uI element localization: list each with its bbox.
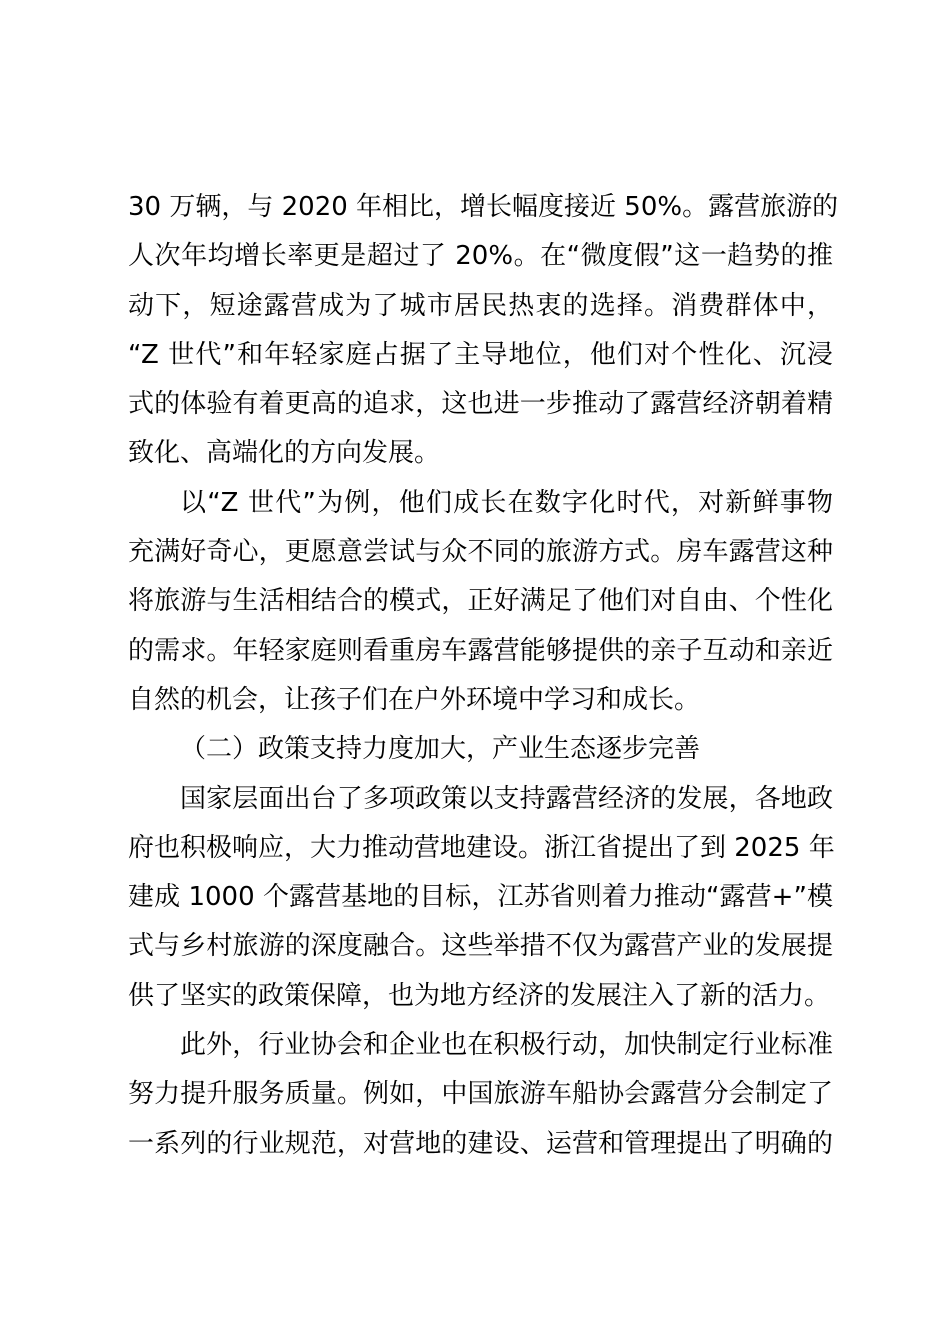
text-line: 的需求。年轻家庭则看重房车露营能够提供的亲子互动和亲近 xyxy=(128,635,833,666)
text-line: 式的体验有着更高的追求，这也进一步推动了露营经济朝着精 xyxy=(128,389,833,420)
text-line: 国家层面出台了多项政策以支持露营经济的发展，各地政 xyxy=(180,783,833,814)
heading-line: （二）政策支持力度加大，产业生态逐步完善 xyxy=(180,734,701,765)
text-line: 建成 1000 个露营基地的目标，江苏省则着力推动“露营+”模 xyxy=(128,882,833,913)
paragraph xyxy=(128,479,833,725)
section-heading xyxy=(128,725,833,774)
text-line: “Z 世代”和年轻家庭占据了主导地位，他们对个性化、沉浸 xyxy=(128,339,833,370)
text-line: 将旅游与生活相结合的模式，正好满足了他们对自由、个性化 xyxy=(128,586,833,617)
text-line: 式与乡村旅游的深度融合。这些举措不仅为露营产业的发展提 xyxy=(128,931,833,962)
text-line: 人次年均增长率更是超过了 20%。在“微度假”这一趋势的推 xyxy=(128,241,833,272)
text-line: 致化、高端化的方向发展。 xyxy=(128,438,441,469)
text-line: 努力提升服务质量。例如，中国旅游车船协会露营分会制定了 xyxy=(128,1079,833,1110)
paragraph xyxy=(128,1021,833,1169)
text-line: 动下，短途露营成为了城市居民热衷的选择。消费群体中， xyxy=(128,290,833,321)
text-line: 此外，行业协会和企业也在积极行动，加快制定行业标准 xyxy=(180,1030,833,1061)
text-line: 以“Z 世代”为例，他们成长在数字化时代，对新鲜事物 xyxy=(180,487,833,518)
text-line: 府也积极响应，大力推动营地建设。浙江省提出了到 2025 年 xyxy=(128,832,835,863)
text-line: 供了坚实的政策保障，也为地方经济的发展注入了新的活力。 xyxy=(128,980,831,1011)
text-line: 自然的机会，让孩子们在户外环境中学习和成长。 xyxy=(128,684,701,715)
document-page xyxy=(128,183,839,1169)
text-line: 充满好奇心，更愿意尝试与众不同的旅游方式。房车露营这种 xyxy=(128,537,833,568)
paragraph xyxy=(128,183,839,479)
paragraph xyxy=(128,775,833,1021)
text-line: 30 万辆，与 2020 年相比，增长幅度接近 50%。露营旅游的 xyxy=(128,192,839,222)
text-line: 一系列的行业规范，对营地的建设、运营和管理提出了明确的 xyxy=(128,1128,833,1159)
